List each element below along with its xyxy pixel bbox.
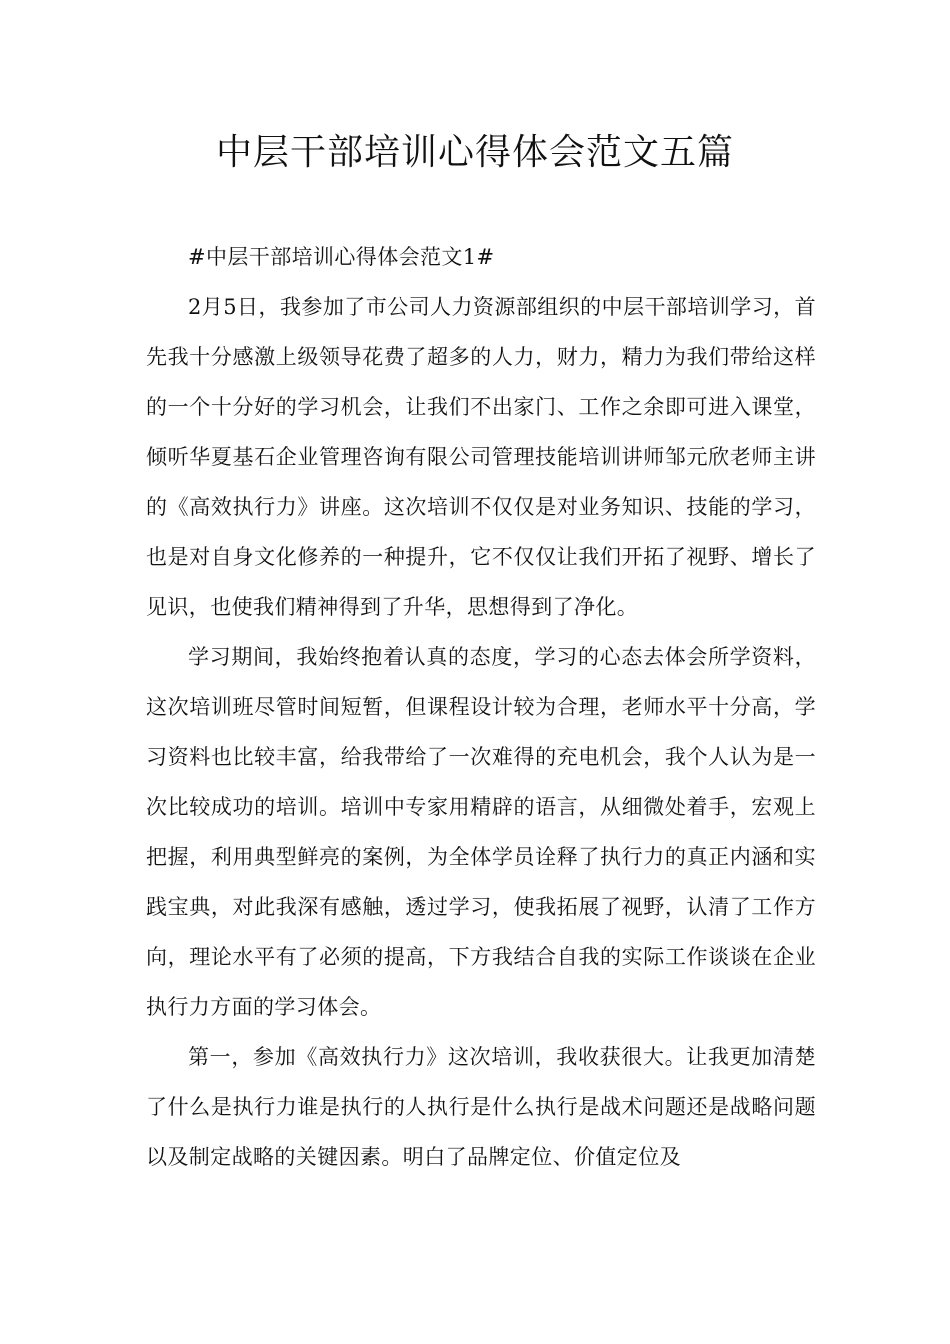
document-title: 中层干部培训心得体会范文五篇: [215, 132, 734, 173]
section-heading: #中层干部培训心得体会范文1#: [188, 245, 495, 269]
paragraph: 学习期间，我始终抱着认真的态度，学习的心态去体会所学资料，这次培训班尽管时间短暂，但课程设计较为合理，老师水平十分高，学习资料也比较丰富，给我带给了一次难得的充电机会，我个人认为是一次比较成功的培训。培训中专家用精辟的语言，从细微处着手，宏观上把握，利用典型鲜亮的案例，为全体学员诠释了执行力的真正内涵和实践宝典，对此我深有感触，透过学习，使我拓展了视野，认清了工作方向，理论水平有了必须的提高，下方我结合自我的实际工作谈谈在企业执行力方面的学习体会。: [146, 645, 816, 1019]
paragraph: 第一，参加《高效执行力》这次培训，我收获很大。让我更加清楚了什么是执行力谁是执行的人执行是什么执行是战术问题还是战略问题以及制定战略的关键因素。明白了品牌定位、价值定位及: [146, 1045, 816, 1169]
document-body: [146, 232, 816, 1182]
paragraph: 2月5日，我参加了市公司人力资源部组织的中层干部培训学习，首先我十分感激上级领导花费了超多的人力，财力，精力为我们带给这样的一个十分好的学习机会，让我们不出家门、工作之余即可进入课堂，倾听华夏基石企业管理咨询有限公司管理技能培训讲师邹元欣老师主讲的《高效执行力》讲座。这次培训不仅仅是对业务知识、技能的学习，也是对自身文化修养的一种提升，它不仅仅让我们开拓了视野、增长了见识，也使我们精神得到了升华，思想得到了净化。: [146, 295, 816, 619]
